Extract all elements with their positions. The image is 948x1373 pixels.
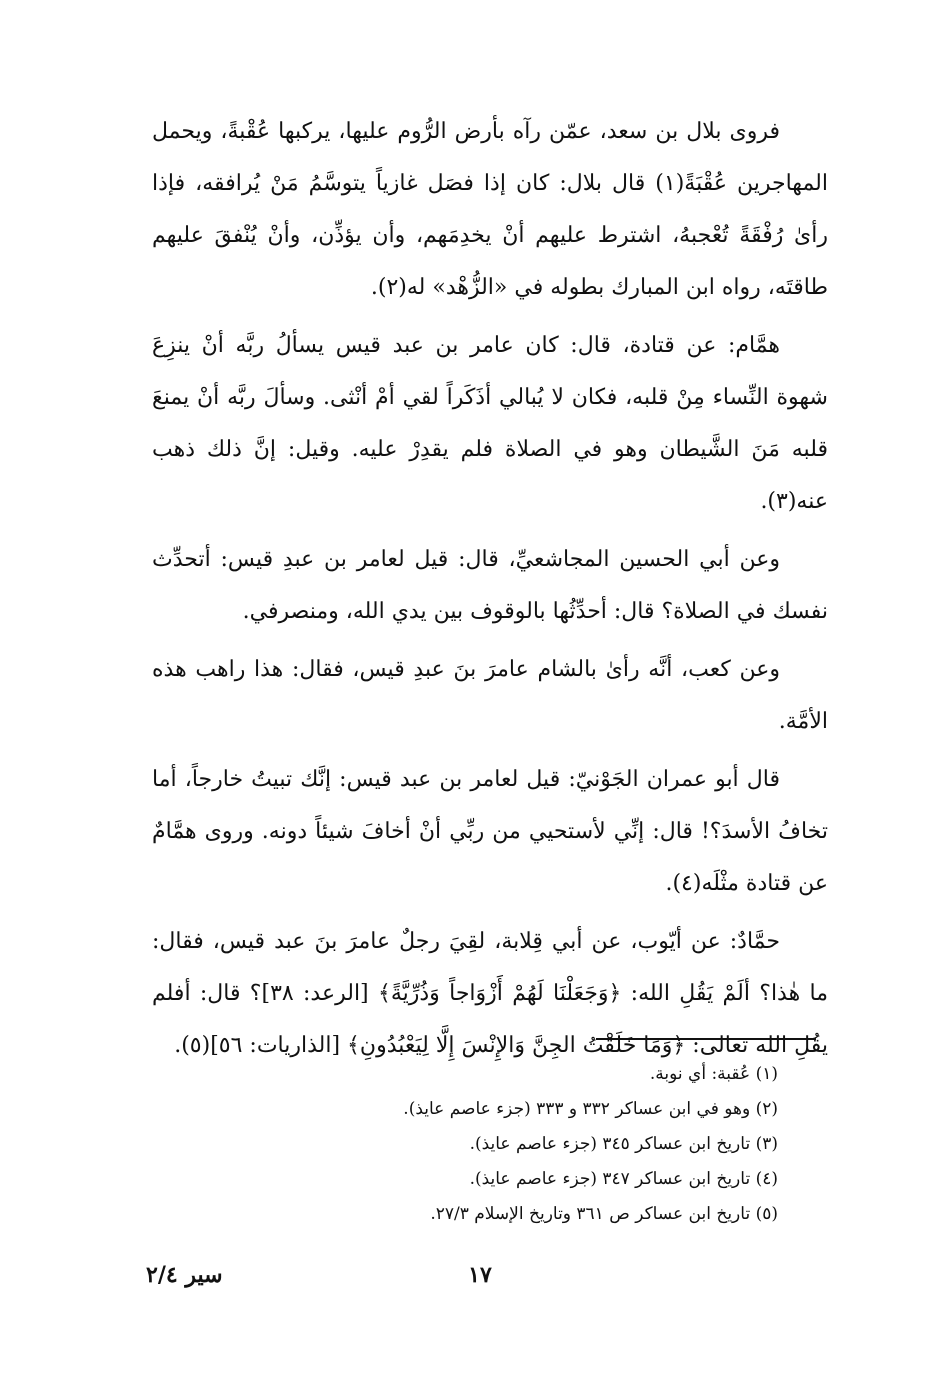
- paragraph-1: [152, 106, 828, 314]
- paragraph-4-text: وعن كعب، أنَّه رأىٰ بالشام عامرَ بنَ عبدِ قيس، فقال: هذا راهب هذه الأمَّة.: [152, 657, 828, 734]
- footnotes: [300, 1057, 778, 1232]
- footnote-1: (١) عُقبة: أي نوبة.: [649, 1064, 778, 1084]
- footnote-3: (٣) تاريخ ابن عساكر ٣٤٥ (جزء عاصم عايذ).: [469, 1134, 778, 1154]
- paragraph-3-text: وعن أبي الحسين المجاشعيِّ، قال: قيل لعامر بن عبدِ قيس: أتحدِّث نفسك في الصلاة؟ قال: أحدِّثُها بالوقوف بين يدي الله، ومنصرفي.: [152, 547, 828, 624]
- page-number: ١٧: [468, 1262, 492, 1288]
- paragraph-1-text: فروى بلال بن سعد، عمّن رآه بأرض الرُّوم عليها، يركبها عُقْبةً، ويحمل المهاجرين عُقْبَةً(١) قال بلال: كان إذا فصَل غازياً يتوسَّمُ مَنْ يُرافقه، فإذا رأىٰ رُفْقَةً تُعْجبهُ، اشترط عليهم أنْ يخدِمَهم، وأن يؤذِّن، وأنْ يُنْفقَ عليهم طاقتَه، رواه ابن المبارك بطوله في «الزُّهْد» له(٢).: [152, 119, 828, 300]
- paragraph-5: [152, 754, 828, 910]
- paragraph-3: [152, 534, 828, 638]
- paragraph-6: [152, 916, 828, 1072]
- paragraph-5-text: قال أبو عمران الجَوْنيّ: قيل لعامر بن عبد قيس: إنَّك تبيتُ خارجاً، أما تخافُ الأسدَ؟! قال: إنِّي لأستحيي من ربِّي أنْ أخافَ شيئاً دونه. وروى همَّامٌ عن قتادة مثْلَه(٤).: [152, 767, 828, 896]
- footnote-2: (٢) وهو في ابن عساكر ٣٣٢ و ٣٣٣ (جزء عاصم عايذ).: [403, 1099, 778, 1119]
- paragraph-4: [152, 644, 828, 748]
- printer-signature: سير ٢/٤: [146, 1262, 223, 1288]
- paragraph-2: [152, 320, 828, 528]
- main-text: [152, 106, 828, 1078]
- footnote-separator: [596, 1038, 816, 1040]
- paragraph-2-text: همَّام: عن قتادة، قال: كان عامر بن عبد قيس يسألُ ربَّه أنْ ينزِعَ شهوة النِّساء مِنْ قلبه، فكان لا يُبالي أذَكَراً لقي أمْ أنْثى. وسألَ ربَّه أنْ يمنعَ قلبه مَنَ الشَّيطان وهو في الصلاة فلم يقدِرْ عليه. وقيل: إنَّ ذلك ذهب عنه(٣).: [152, 333, 828, 514]
- paragraph-6-text: حمَّادٌ: عن أيّوب، عن أبي قِلابة، لقِيَ رجلٌ عامرَ بنَ عبد قيس، فقال: ما هٰذا؟ ألَمْ يَقُلِ الله: ﴿وَجَعَلْنَا لَهُمْ أَزْوَاجاً وَذُرِّيَّةً﴾ [الرعد: ٣٨]؟ قال: أفلم يقُلِ الله تعالى: ﴿وَمَا خَلَقْتُ الجِنَّ وَالإِنْسَ إِلَّا لِيَعْبُدُونِ﴾ [الذاريات: ٥٦](٥).: [152, 929, 829, 1058]
- footnote-5: (٥) تاريخ ابن عساكر ص ٣٦١ وتاريخ الإسلام ٢٧/٣.: [430, 1204, 778, 1224]
- footnote-4: (٤) تاريخ ابن عساكر ٣٤٧ (جزء عاصم عايذ).: [469, 1169, 778, 1189]
